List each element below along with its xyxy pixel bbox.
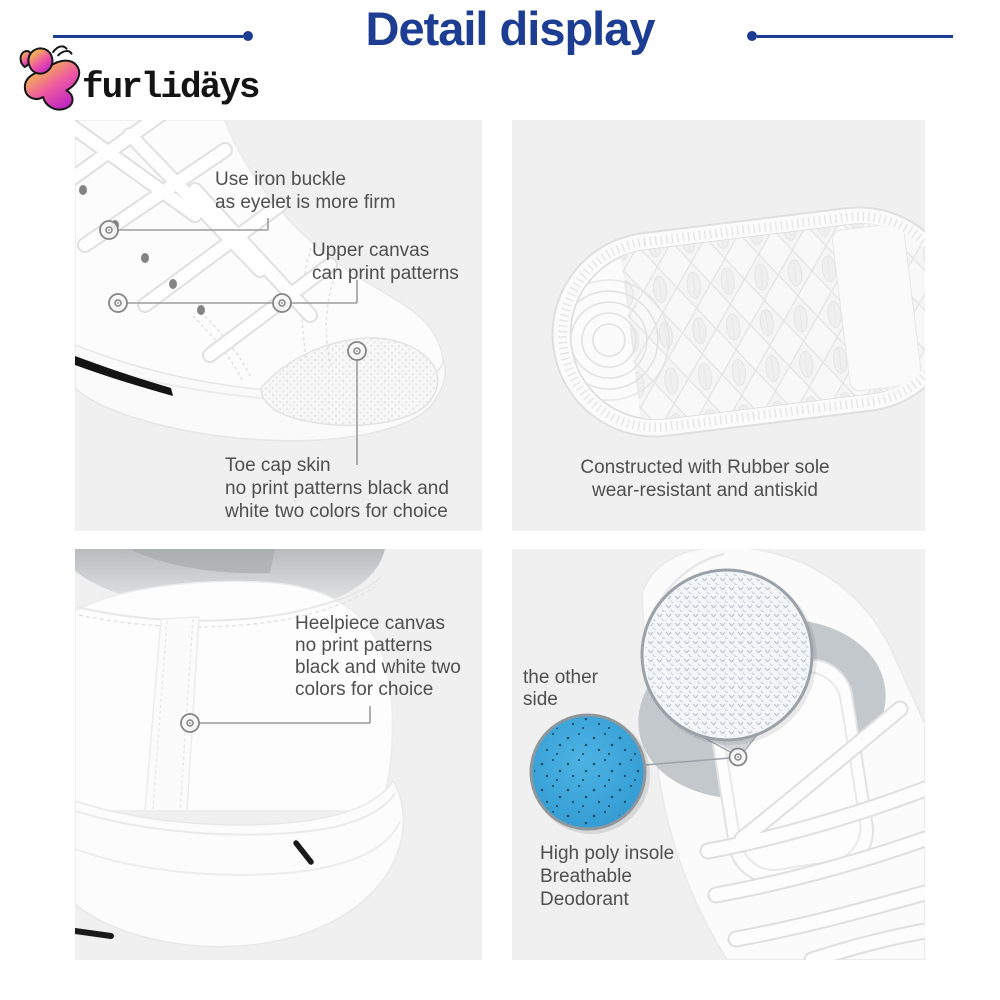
insole-caption: High poly insole Breathable Deodorant (540, 843, 675, 910)
callout-eyelet-text: Use iron buckle as eyelet is more firm (215, 169, 396, 213)
panel-sole-view (512, 120, 925, 531)
callout-toecap-text: Toe cap skin no print patterns black and white two colors for choice (225, 455, 449, 522)
header-accent-dot-left (243, 31, 253, 41)
callout-marker-icon (273, 294, 291, 312)
insole-speckles (534, 718, 642, 826)
page-title: Detail display (365, 2, 655, 55)
panel-side-view (75, 120, 482, 531)
dog-heart-logo-icon (16, 42, 92, 112)
callout-marker-icon (348, 342, 366, 360)
callout-heelpiece-text: Heelpiece canvas no print patterns black and white two colors for choice (295, 613, 461, 700)
panel-heel-view (75, 549, 482, 960)
callout-upper-text: Upper canvas can print patterns (312, 240, 459, 284)
brand-name: furlidäys (82, 67, 259, 108)
callout-marker-icon (100, 221, 118, 239)
panel-insole-view (512, 549, 925, 960)
sneaker-heel-photo (75, 549, 482, 960)
callout-marker-icon (730, 749, 747, 766)
sole-caption: Constructed with Rubber sole wear-resistant and antiskid (580, 457, 830, 501)
other-side-label: the other side (523, 667, 598, 710)
logo-fur-tuft (53, 46, 71, 55)
heel-black-dash-left (75, 931, 111, 936)
header-accent-line-left (53, 35, 243, 38)
insole-knit-texture (645, 573, 809, 737)
logo-head (28, 48, 52, 73)
header-accent-dot-right (747, 31, 757, 41)
header-accent-line-right (757, 35, 953, 38)
callout-marker-icon (181, 714, 199, 732)
callout-marker-icon (109, 294, 127, 312)
